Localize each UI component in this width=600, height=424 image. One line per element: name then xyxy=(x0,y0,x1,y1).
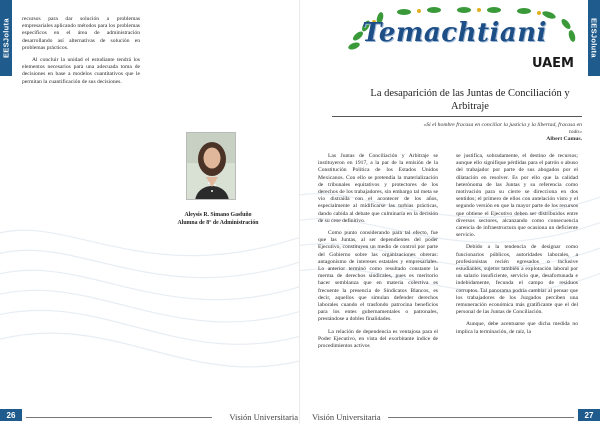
paragraph: recursos para dar solución a problemas empresariales aplicando métodos para los problemas específicos en el área de administración desarrollando así alternativas de solución en problemas prácticos. xyxy=(22,16,140,51)
section-tab: EESJoluta xyxy=(0,0,12,76)
footer xyxy=(0,406,300,424)
footer-label: Visión Universitaria xyxy=(229,412,298,422)
left-text-column xyxy=(22,16,140,91)
footer-rule xyxy=(26,417,212,418)
article-title: La desaparición de las Juntas de Conciliación y Arbitraje xyxy=(370,88,570,112)
page-number: 26 xyxy=(0,409,22,421)
title-rule xyxy=(332,116,582,117)
epigraph xyxy=(410,122,582,144)
masthead-title: Temachtiani xyxy=(362,18,548,48)
footer-rule xyxy=(388,417,574,418)
article-column-1 xyxy=(318,153,438,355)
paragraph: Al concluir la unidad el estudiante tendrá los elementos necesarios para una adecuada toma de decisiones en base a modelos cuantitativos que le permitan la cuantificación de sus decisiones. xyxy=(22,57,140,85)
photo-caption xyxy=(158,212,278,227)
epigraph-author: Albert Camus. xyxy=(546,136,582,143)
article-column-2 xyxy=(456,153,578,341)
page-number: 27 xyxy=(578,409,600,421)
caption-name: Aleysis R. Simano Gasfuño xyxy=(184,212,252,218)
paragraph: La relación de dependencia es ventajosa para el Poder Ejecutivo, en vista del exorbitante índice de procedimientos activos xyxy=(318,328,438,350)
caption-role: Alumna de 8° de Administración xyxy=(177,219,259,226)
paragraph: Aunque, debe acentuarse que dicha medida no implica la terminación, de raíz, la xyxy=(456,321,578,335)
masthead-logo xyxy=(344,6,580,74)
footer xyxy=(300,406,600,424)
author-photo xyxy=(186,132,236,200)
paragraph: Debido a la tendencia de designar como funcionarios públicos, autoridades laborales, a profesionistas recién egresados o inclusive estudiantes, sujetos también a explotación laboral por un salario insuficiente, servicio que, desafortunada e indebidamente, fecunda el campo de residuos corruptos. Tal panorama podría cambiar al pensar que los trabajadores de los Juzgados perciben una remuneración económica más gratificante que el del personal de las Juntas de Conciliación. xyxy=(456,244,578,316)
footer-label: Visión Universitaria xyxy=(312,412,381,422)
paragraph: Las Juntas de Conciliación y Arbitraje se instituyeron en 1917, a la par de la emisión de la Constitución Política de los Estados Unidos Mexicanos. Con ello se pretendía la materialización de tribunales equitativos y protectores de los derechos de los trabajadores, sin embargo tal meta se vio distraída con el acontecer de los años, especialmente al midificarse las turbias prácticas, dando cabida al debate que culminaría en la decisión de su cese definitivo. xyxy=(318,153,438,224)
epigraph-quote: «Si el hombre fracasa en conciliar la justicia y la libertad, fracasa en todo» xyxy=(423,122,582,136)
paragraph: Como punto considerando para tal efecto, fue que las Juntas, al ser dependientes del poder Ejecutivo, constituyen un medio de control por parte del Gobierno sobre las organizaciones obreras: antagonismo de intereses estatales y empresariales. Lo anterior terminó como resultado constante la merma de derechos sindicales, pues es meritorio hacer semblanza que en materia colectiva es frecuente la presencia de Sindicatos Blancos, es decir, aquellos que simulan defender derechos laborales cuando el trasfondo patrocina beneficios para los entes gubernamentales o patronales, prestándose a dobles finalidades. xyxy=(318,230,438,323)
right-page xyxy=(300,0,600,424)
masthead-subtitle: UAEM xyxy=(531,56,574,71)
section-tab: EESJoluta xyxy=(588,0,600,76)
paragraph: se justifica, sobradamente, el destino de recursos; aunque ello signifique pérdidas para el patrón o abuso del trabajador por parte de sus abogados por el dilatación en resolver. Es por ello que la calidad heterónoma de las Juntas y su referencia como motivación para su cierre se direcciona en dos sentidos; el primero de ellos con antelación visto y el segundo versión en que la mayor parte de los recursos que obtiene el Ejecutivo deben ser distribuidos entre diversos sectores, alcanzando como consecuencia carencia de infraestructura que ocasiona un deficiente servicio. xyxy=(456,153,578,239)
